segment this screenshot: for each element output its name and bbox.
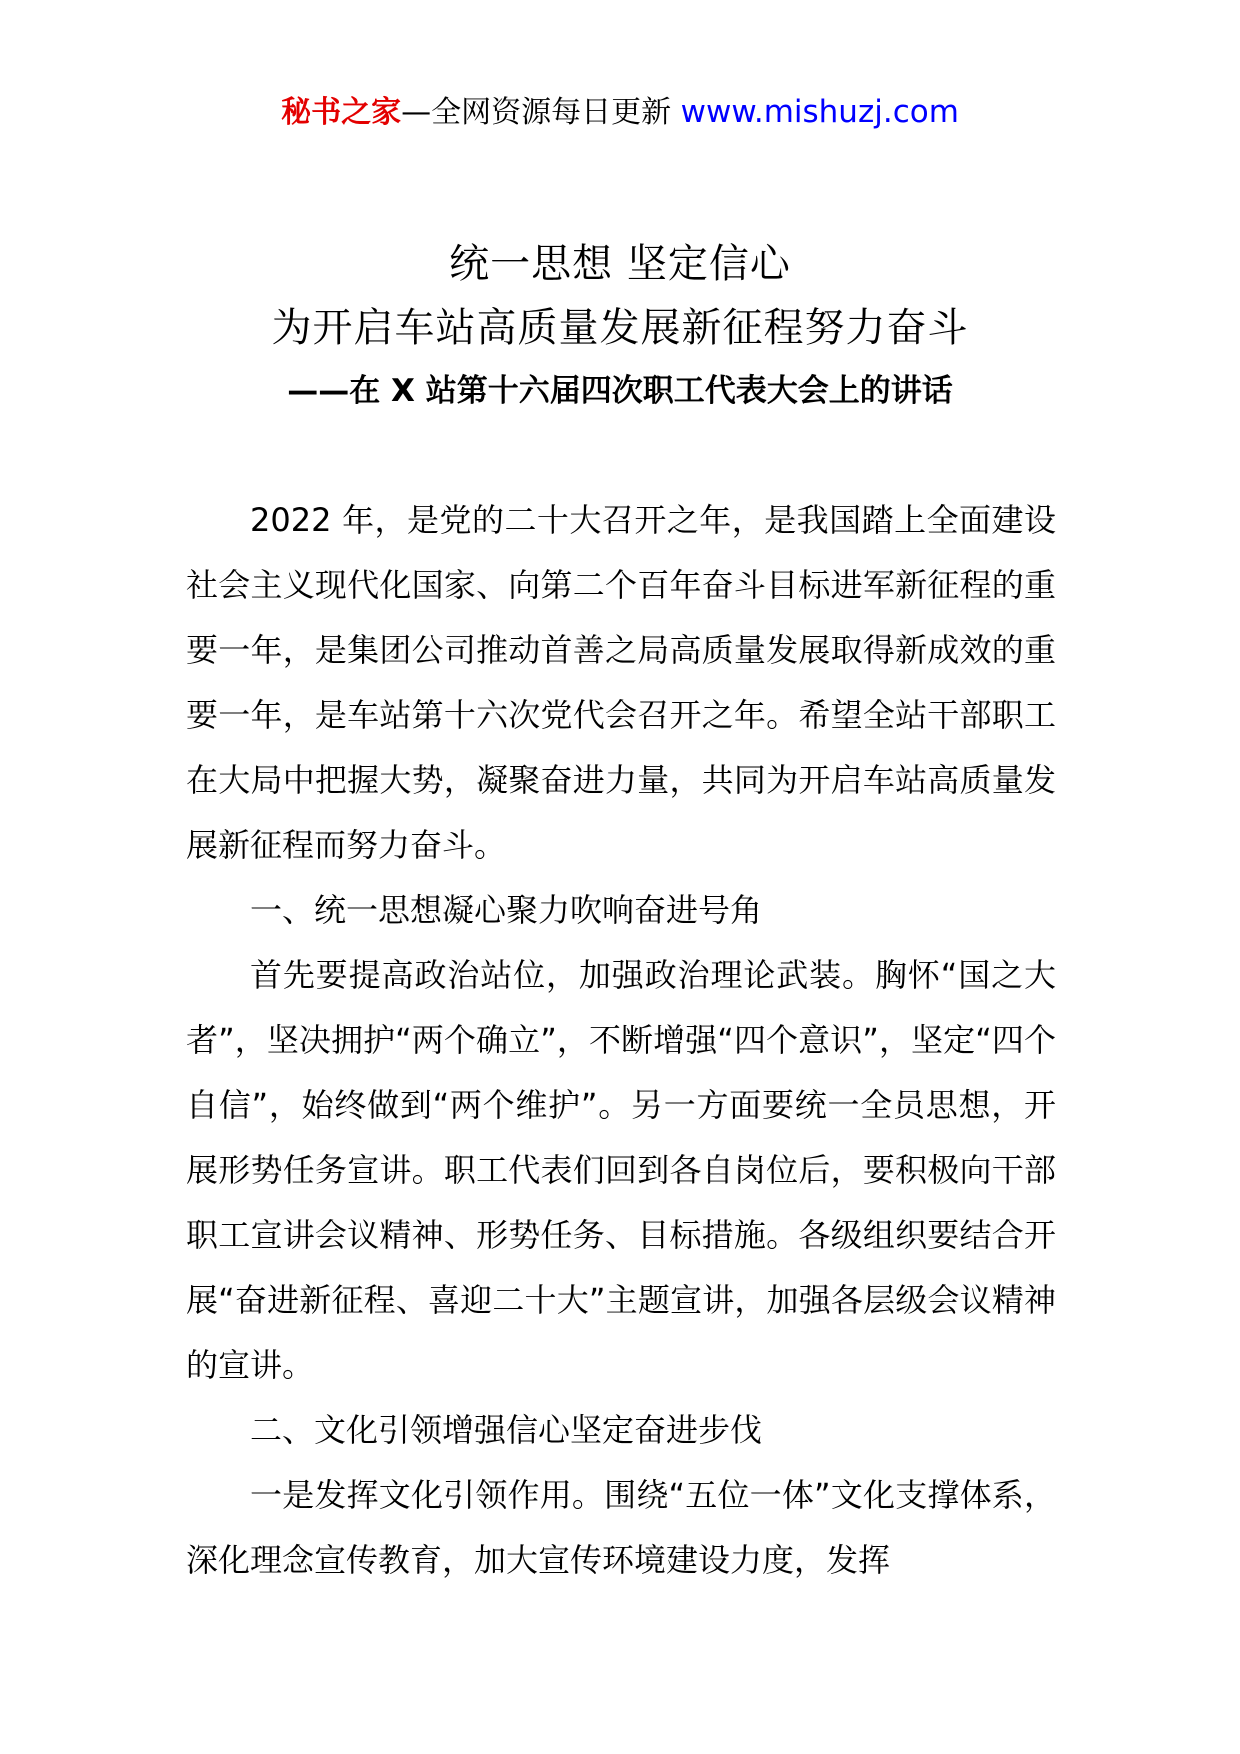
header-tagline: —全网资源每日更新: [401, 95, 672, 130]
site-header: [0, 92, 1240, 133]
brand-name: 秘书之家: [281, 95, 402, 130]
document-subtitle: ——在 X 站第十六届四次职工代表大会上的讲话: [287, 373, 953, 409]
section-heading: 一、统一思想凝心聚力吹响奋进号角: [250, 891, 763, 929]
body-paragraph: 2022 年，是党的二十大召开之年，是我国踏上全面建设社会主义现代化国家、向第二个百年奋斗目标进军新征程的重要一年，是集团公司推动首善之局高质量发展取得新成效的重要一年，是车站第十六次党代会召开之年。希望全站干部职工在大局中把握大势，凝聚奋进力量，共同为开启车站高质量发展新征程而努力奋斗。: [186, 501, 1056, 864]
document-title-block: [0, 232, 1240, 416]
document-title-line-2: 为开启车站高质量发展新征程努力奋斗: [271, 305, 969, 351]
body-paragraph: 一是发挥文化引领作用。围绕“五位一体”文化支撑体系，深化理念宣传教育，加大宣传环境建设力度，发挥: [186, 1476, 1056, 1579]
site-url-link[interactable]: www.mishuzj.com: [680, 94, 959, 130]
document-body: [186, 488, 1056, 1593]
document-title-line-1: 统一思想 坚定信心: [449, 241, 791, 287]
body-paragraph: 首先要提高政治站位，加强政治理论武装。胸怀“国之大者”，坚决拥护“两个确立”，不断增强“四个意识”，坚定“四个自信”，始终做到“两个维护”。另一方面要统一全员思想，开展形势任务宣讲。职工代表们回到各自岗位后，要积极向干部职工宣讲会议精神、形势任务、目标措施。各级组织要结合开展“奋进新征程、喜迎二十大”主题宣讲，加强各层级会议精神的宣讲。: [186, 956, 1056, 1384]
section-heading: 二、文化引领增强信心坚定奋进步伐: [250, 1411, 763, 1449]
